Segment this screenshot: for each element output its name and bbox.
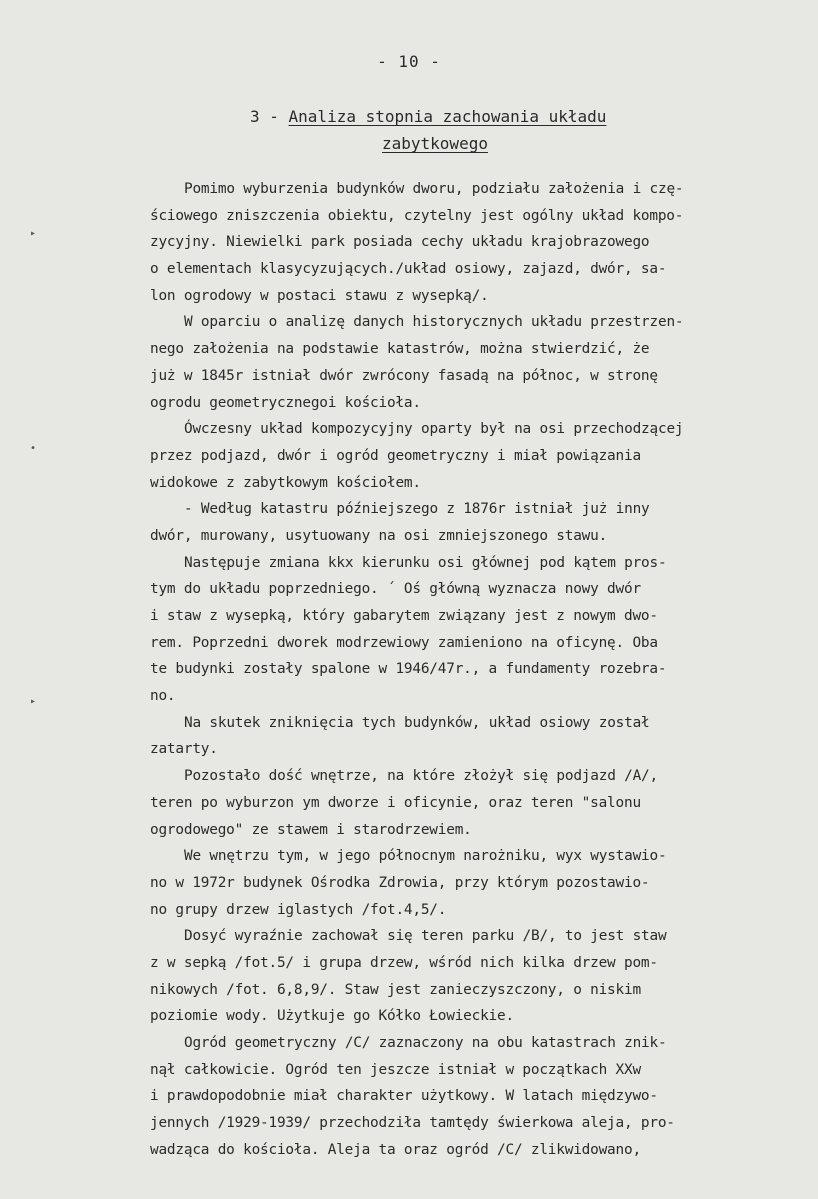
text-line: widokowe z zabytkowym kościołem.: [150, 474, 421, 491]
text-line: Pomimo wyburzenia budynków dworu, podziału założenia i czę-: [184, 181, 684, 197]
heading-title-line-1: Analiza stopnia zachowania układu: [288, 107, 607, 126]
text-line: Ówczesny układ kompozycyjny oparty był na osi przechodzącej: [184, 421, 684, 438]
heading-line-2: [250, 130, 630, 157]
text-line: nikowych /fot. 6,8,9/. Staw jest zanieczyszczony, o niskim: [150, 981, 641, 998]
text-line: te budynki zostały spalone w 1946/47r., a fundamenty rozebra-: [150, 661, 667, 678]
text-line: o elementach klasycyzujących./układ osiowy, zajazd, dwór, sa-: [150, 261, 667, 278]
text-line: ogrodowego" ze stawem i starodrzewiem.: [150, 821, 472, 838]
page-number: - 10 -: [377, 52, 441, 71]
margin-mark: ▸: [30, 696, 37, 707]
text-line: Dosyć wyraźnie zachował się teren parku /B/, to jest staw: [184, 928, 667, 945]
text-line: Następuje zmiana kkx kierunku osi głównej pod kątem pros-: [184, 554, 667, 571]
document-body: [150, 176, 790, 1163]
text-line: dwór, murowany, usytuowany na osi zmniejszonego stawu.: [150, 527, 608, 544]
heading-title-line-2: zabytkowego: [382, 134, 488, 153]
text-line: nego założenia na podstawie katastrów, można stwierdzić, że: [150, 341, 650, 358]
text-line: z w sepką /fot.5/ i grupa drzew, wśród nich kilka drzew pom-: [150, 954, 658, 971]
heading-number: 3 -: [250, 107, 289, 126]
text-line: zycyjny. Niewielki park posiada cechy układu krajobrazowego: [150, 234, 650, 251]
text-line: rem. Poprzedni dworek modrzewiowy zamieniono na oficynę. Oba: [150, 634, 658, 651]
text-line: ogrodu geometrycznegoi kościoła.: [150, 394, 421, 411]
margin-mark: ▸: [30, 228, 37, 239]
text-line: ściowego zniszczenia obiektu, czytelny jest ogólny układ kompo-: [150, 207, 684, 224]
margin-mark: •: [30, 443, 37, 454]
text-line: i prawdopodobnie miał charakter użytkowy. W latach międzywo-: [150, 1088, 658, 1105]
text-line: Ogród geometryczny /C/ zaznaczony na obu katastrach znik-: [184, 1035, 667, 1051]
text-line: przez podjazd, dwór i ogród geometryczny i miał powiązania: [150, 447, 641, 464]
section-heading: [250, 103, 630, 157]
text-line: poziomie wody. Użytkuje go Kółko Łowieckie.: [150, 1008, 514, 1025]
text-line: nął całkowicie. Ogród ten jeszcze istniał w początkach XXw: [150, 1061, 641, 1078]
text-line: no.: [150, 688, 176, 705]
text-line: tym do układu poprzedniego. ´ Oś główną wyznacza nowy dwór: [150, 581, 641, 598]
text-line: W oparciu o analizę danych historycznych układu przestrzen-: [184, 314, 684, 331]
text-line: no w 1972r budynek Ośrodka Zdrowia, przy którym pozostawio-: [150, 874, 650, 891]
text-line: teren po wyburzon ym dworze i oficynie, oraz teren "salonu: [150, 794, 641, 811]
text-line: i staw z wysepką, który gabarytem związany jest z nowym dwo-: [150, 608, 658, 624]
text-line: - Według katastru późniejszego z 1876r istniał już inny: [184, 501, 650, 518]
text-line: zatarty.: [150, 741, 218, 758]
text-line: lon ogrodowy w postaci stawu z wysepką/.: [150, 287, 489, 304]
text-line: już w 1845r istniał dwór zwrócony fasadą na północ, w stronę: [150, 367, 658, 384]
text-line: Pozostało dość wnętrze, na które złożył się podjazd /A/,: [184, 768, 658, 785]
text-line: jennych /1929-1939/ przechodziła tamtędy świerkowa aleja, pro-: [150, 1115, 675, 1132]
text-line: wadząca do kościoła. Aleja ta oraz ogród /C/ zlikwidowano,: [150, 1141, 641, 1158]
heading-line-1: [250, 103, 630, 130]
text-line: Na skutek zniknięcia tych budynków, układ osiowy został: [184, 714, 650, 731]
text-line: no grupy drzew iglastych /fot.4,5/.: [150, 901, 447, 918]
text-line: We wnętrzu tym, w jego północnym narożniku, wyx wystawio-: [184, 848, 667, 865]
